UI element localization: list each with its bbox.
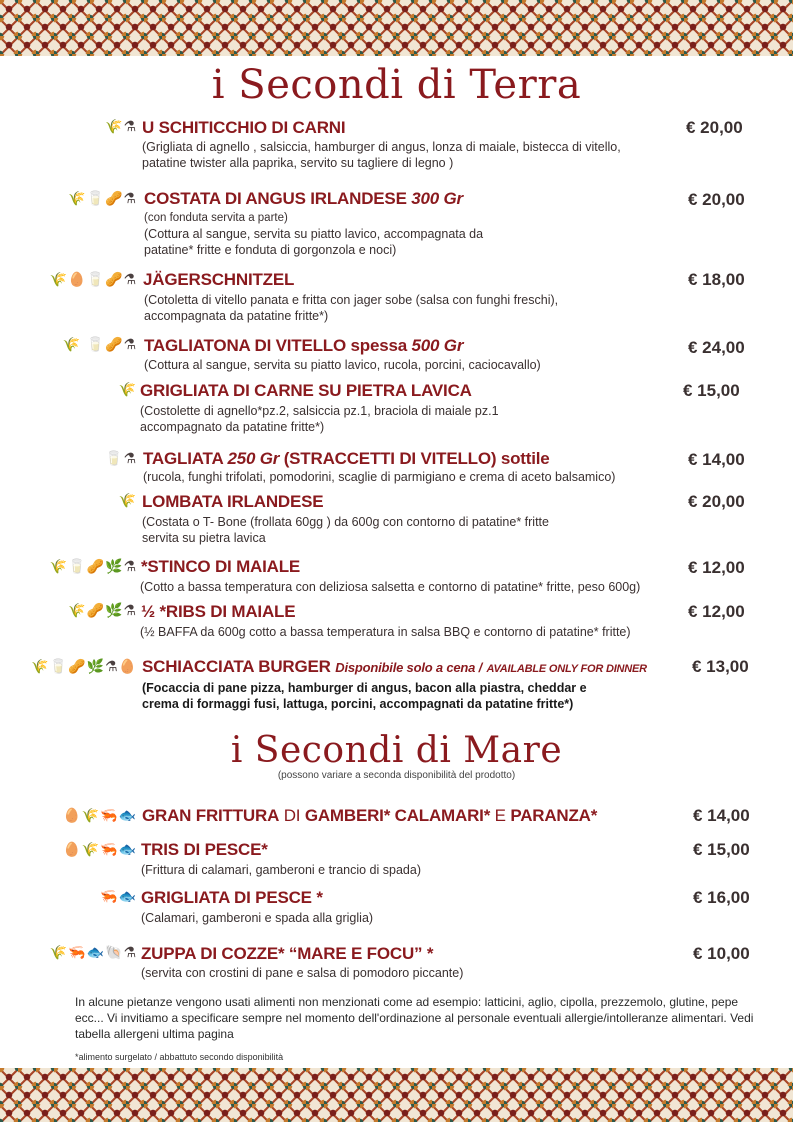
item-price: € 18,00 — [688, 270, 745, 289]
item-name: LOMBATA IRLANDESE — [142, 492, 324, 511]
item-price: € 12,00 — [688, 602, 745, 621]
item-price: € 13,00 — [692, 657, 749, 676]
allergen-icons: 🌾🥛🥜🌿⚗🥚 — [31, 659, 137, 675]
allergen-icons: 🌾 🥛🥜⚗ — [62, 337, 137, 353]
item-desc-line: (Costolette di agnello*pz.2, salsiccia pz.1, braciola di maiale pz.1 — [140, 404, 499, 418]
item-price: € 20,00 — [688, 190, 745, 209]
item-price: € 24,00 — [688, 338, 745, 357]
item-name: TAGLIATONA DI VITELLO spessa 500 Gr — [144, 336, 464, 355]
item-price: € 14,00 — [688, 450, 745, 469]
item-desc-line: (½ BAFFA da 600g cotto a bassa temperatura in salsa BBQ e contorno di patatine* fritte) — [140, 625, 631, 639]
frozen-food-note: *alimento surgelato / abbattuto secondo disponibilità — [75, 1052, 284, 1062]
item-desc-line: accompagnato da patatine fritte*) — [140, 420, 325, 434]
item-price: € 10,00 — [693, 944, 750, 963]
item-name: TAGLIATA 250 Gr (STRACCETTI DI VITELLO) sottile — [143, 449, 550, 468]
decorative-border-bottom — [0, 1068, 793, 1122]
item-desc-line: (con fonduta servita a parte) — [144, 212, 288, 224]
item-name: *STINCO DI MAIALE — [141, 557, 301, 576]
item-price: € 20,00 — [688, 492, 745, 511]
item-price: € 15,00 — [683, 381, 740, 400]
item-desc-line: (rucola, funghi trifolati, pomodorini, scaglie di parmigiano e crema di aceto balsamico) — [143, 470, 616, 484]
item-desc-line: (Frittura di calamari, gamberoni e trancio di spada) — [141, 863, 421, 877]
allergen-icons: 🌾⚗ — [105, 119, 137, 135]
item-name: U SCHITICCHIO DI CARNI — [142, 118, 346, 137]
item-desc-line: (Cottura al sangue, servita su piatto lavico, rucola, porcini, caciocavallo) — [144, 358, 541, 372]
item-desc-line: (Grigliata di agnello , salsiccia, hamburger di angus, lonza di maiale, bistecca di vitello, — [142, 140, 621, 154]
allergen-icons: 🌾🥛🥜⚗ — [68, 191, 137, 207]
item-desc-line: (Cotoletta di vitello panata e fritta con jager sobe (salsa con funghi freschi), — [144, 293, 559, 307]
item-desc-line: patatine* fritte e fonduta di gorgonzola e noci) — [144, 243, 397, 257]
decorative-border-top — [0, 0, 793, 56]
item-desc-line: accompagnata da patatine fritte*) — [144, 309, 329, 323]
item-desc-line: (Cotto a bassa temperatura con deliziosa salsetta e contorno di patatine* fritte, peso 600g) — [140, 580, 641, 594]
allergen-icons: 🥚🌾🦐🐟 — [63, 842, 137, 858]
item-desc-line: crema di formaggi fusi, lattuga, porcini, accompagnati da patatine fritte*) — [142, 697, 574, 711]
item-name: TRIS DI PESCE* — [141, 840, 268, 859]
item-name: ½ *RIBS DI MAIALE — [141, 602, 296, 621]
item-name: GRIGLIATA DI PESCE * — [141, 888, 323, 907]
availability-note: (possono variare a seconda disponibilità del prodotto) — [277, 770, 516, 781]
allergy-disclaimer: In alcune pietanze vengono usati alimenti non menzionati come ad esempio: latticini, aglio, cipolla, prezzemolo, glutine, pepe ecc... Vi invitiamo a specificare sempre nel momento dell'ordinazione al personale eventuali allergie/intolleranze alimentari. Vedi tabella allergeni ultima pagina — [75, 995, 754, 1041]
allergen-icons: 🌾🥛🥜🌿⚗ — [49, 559, 137, 575]
allergen-icons: 🦐🐟 — [100, 889, 137, 905]
item-desc-line: (Cottura al sangue, servita su piatto lavico, accompagnata da — [144, 227, 484, 241]
allergen-icons: 🌾🦐🐟🐚⚗ — [49, 945, 137, 961]
allergen-icons: 🌾🥚🥛🥜⚗ — [49, 272, 137, 288]
allergen-icons: 🥛⚗ — [105, 451, 137, 467]
section-title-mare: i Secondi di Mare — [230, 730, 563, 771]
item-name: SCHIACCIATA BURGER Disponibile solo a cena / AVAILABLE ONLY FOR DINNER — [142, 657, 647, 676]
section-title-terra: i Secondi di Terra — [211, 62, 582, 108]
allergen-icons: 🌾 — [118, 493, 137, 509]
item-price: € 20,00 — [686, 118, 743, 137]
allergen-icons: 🌾 — [118, 382, 137, 398]
item-name: ZUPPA DI COZZE* “MARE E FOCU” * — [141, 944, 434, 963]
item-price: € 15,00 — [693, 840, 750, 859]
item-name: COSTATA DI ANGUS IRLANDESE 300 Gr — [144, 189, 463, 208]
item-desc-line: (Costata o T- Bone (frollata 60gg ) da 600g con contorno di patatine* fritte — [142, 515, 549, 529]
item-desc-line: (servita con crostini di pane e salsa di pomodoro piccante) — [141, 966, 464, 980]
item-name: JÄGERSCHNITZEL — [143, 270, 295, 289]
item-name: GRAN FRITTURA DI GAMBERI* CALAMARI* E PARANZA* — [142, 806, 598, 825]
item-price: € 14,00 — [693, 806, 750, 825]
item-name: GRIGLIATA DI CARNE SU PIETRA LAVICA — [140, 381, 472, 400]
item-desc-line: (Focaccia di pane pizza, hamburger di angus, bacon alla piastra, cheddar e — [142, 681, 587, 695]
item-price: € 16,00 — [693, 888, 750, 907]
item-desc-line: (Calamari, gamberoni e spada alla griglia) — [141, 911, 374, 925]
allergen-icons: 🌾🥜🌿⚗ — [68, 603, 137, 619]
item-desc-line: patatine twister alla paprika, servito su tagliere di legno ) — [142, 156, 454, 170]
allergen-icons: 🥚🌾🦐🐟 — [63, 808, 137, 824]
item-price: € 12,00 — [688, 558, 745, 577]
item-desc-line: servita su pietra lavica — [142, 531, 266, 545]
